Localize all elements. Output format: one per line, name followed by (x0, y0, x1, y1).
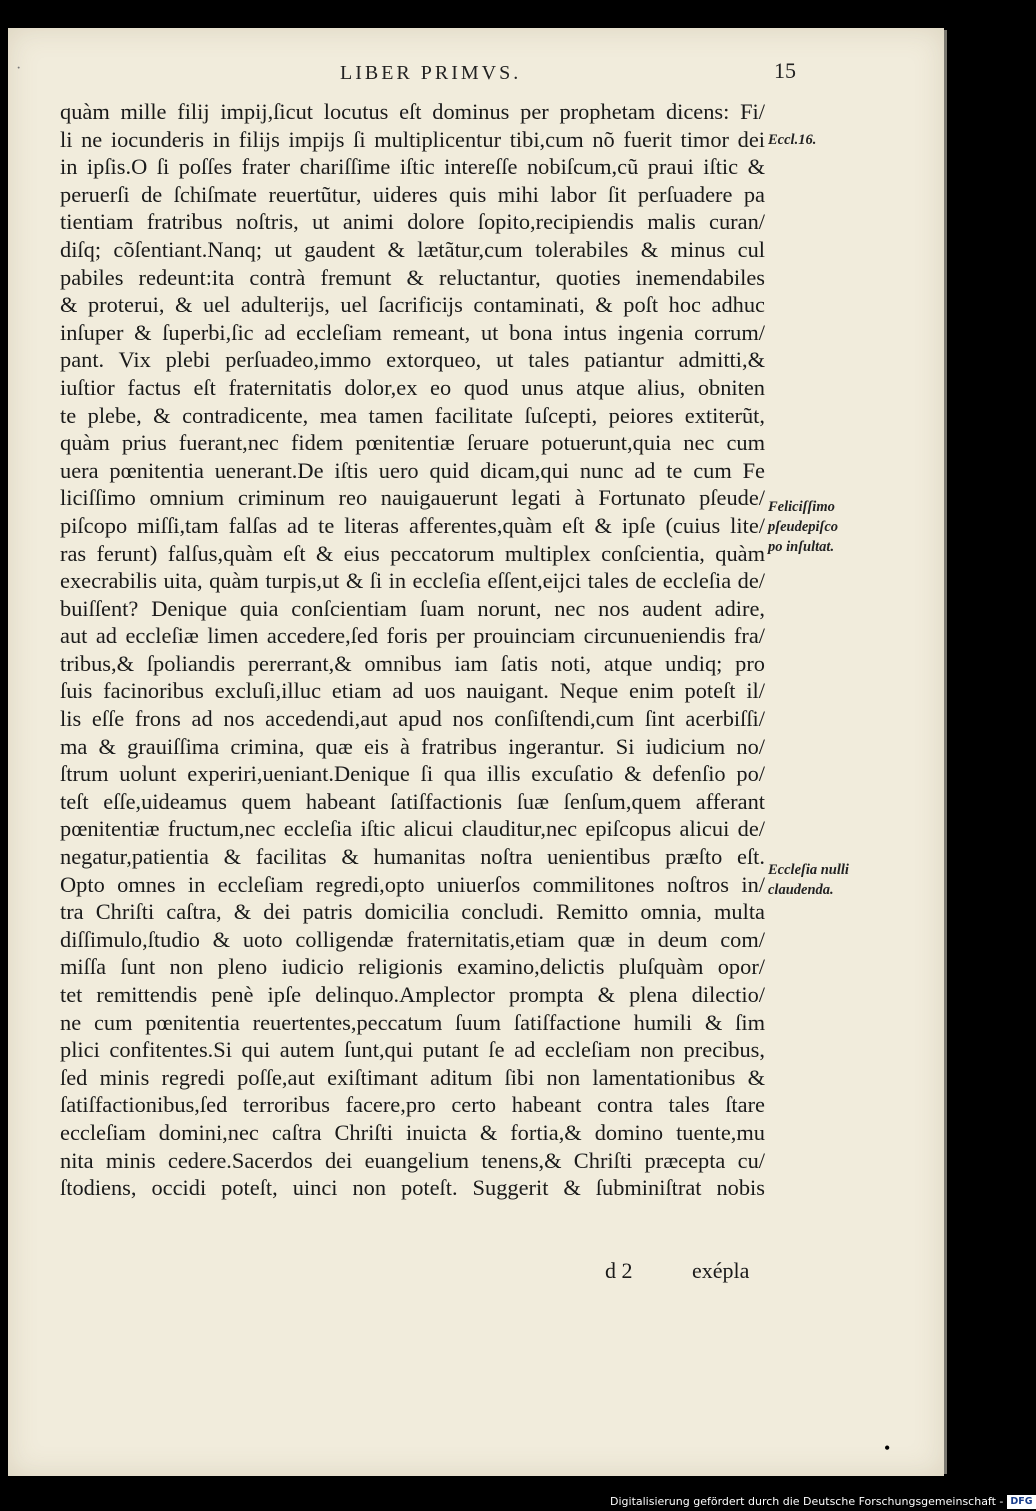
text-line: peruerſi de ſchiſmate reuertũtur, uideres quis mihi labor ſit perſuadere pa (60, 181, 765, 207)
margin-note: Feliciſſimo pſeudepiſco po inſultat. (768, 499, 839, 555)
text-line: nita minis cedere.Sacerdos dei euangelium tenens,& Chriſti præcepta cu/ (60, 1147, 765, 1173)
text-line: pant. Vix plebi perſuadeo,immo extorqueo, ut tales patiantur admitti,& (60, 347, 765, 373)
text-line: pœnitentiæ fructum,nec eccleſia iſtic alicui clauditur,nec epiſcopus alicui de/ (60, 816, 765, 842)
text-line: quàm mille filij impij,ſicut locutus eſt dominus per prophetam dicens: Fi/ (60, 99, 765, 124)
text-line: eccleſiam domini,nec caſtra Chriſti inuicta & fortia,& domino tuente,mu (60, 1119, 765, 1145)
text-line: plici confitentes.Si qui autem ſunt,qui putant ſe ad eccleſiam non precibus, (60, 1037, 765, 1063)
margin-note: Eccl.16. (768, 132, 817, 148)
text-body (60, 98, 765, 1202)
text-line: ſed minis regredi poſſe,aut exiſtimant aditum ſibi non lamentationibus & (60, 1064, 765, 1090)
ink-speck: · (16, 60, 22, 77)
text-line: execrabilis uita, quàm turpis,ut & ſi in eccleſia eſſent,eijci tales de eccleſia de/ (60, 568, 765, 594)
text-line: pabiles redeunt:ita contrà fremunt & reluctantur, quoties inemendabiles (60, 264, 765, 290)
text-line: tribus,& ſpoliandis pererrant,& omnibus iam ſatis noti, atque undiq; pro (60, 650, 765, 676)
text-line: te plebe, & contradicente, mea tamen facilitate ſuſcepti, peiores extiterũt, (60, 402, 765, 428)
text-line: diſſimulo,ſtudio & uoto colligendæ fraternitatis,etiam quæ in deum com/ (60, 926, 765, 952)
text-line: in ipſis.O ſi poſſes frater chariſſime iſtic intereſſe nobiſcum,cũ praui iſtic & (60, 154, 765, 180)
folio-number: 15 (774, 58, 796, 83)
text-line: teſt eſſe,uideamus quem habeant ſatiſfactionis ſuæ ſenſum,quem afferant (60, 788, 765, 814)
text-line: ras ferunt) falſus,quàm eſt & eius peccatorum multiplex conſcientia, quàm (60, 540, 765, 566)
text-line: ſtodiens, occidi poteſt, uinci non poteſt. Suggerit & ſubminiſtrat nobis (60, 1175, 765, 1201)
text-line: lis eſſe frons ad nos accedendi,aut apud nos conſiſtendi,cum ſint acerbiſſi/ (60, 706, 765, 732)
signature-mark: d 2 (605, 1258, 633, 1283)
text-line: diſq; cõſentiant.Nanq; ut gaudent & lætãtur,cum tolerabiles & minus cul (60, 236, 765, 262)
text-line: ma & grauiſſima crimina, quæ eis à fratribus ingerantur. Si iudicium no/ (60, 733, 765, 759)
page-edge (944, 30, 947, 1474)
text-line: ſuis facinoribus excluſi,illuc etiam ad uos nauigant. Neque enim poteſt il/ (60, 678, 765, 704)
text-line: Opto omnes in eccleſiam regredi,opto uniuerſos commilitones noſtros in/ (60, 871, 765, 897)
running-head: LIBER PRIMVS. (340, 62, 522, 84)
text-line: ne cum pœnitentia reuertentes,peccatum ſuum ſatiſfactione humili & ſim (60, 1009, 765, 1035)
text-line: liciſſimo omnium criminum reo nauigauerunt legati à Fortunato pſeude/ (60, 485, 765, 511)
text-line: buiſſent? Denique quia conſcientiam ſuam norunt, nec nos audent adire, (60, 595, 765, 621)
text-line: ſtrum uolunt experiri,ueniant.Denique ſi qua illis excuſatio & defenſio po/ (60, 761, 765, 787)
text-line: tet remittendis penè ipſe delinquo.Amplector prompta & plena dilectio/ (60, 982, 765, 1007)
text-line: li ne iocunderis in filijs impijs ſi multiplicentur tibi,cum nõ fuerit timor dei (60, 126, 765, 152)
catchword: exépla (692, 1258, 750, 1283)
text-line: iuſtior factus eſt fraternitatis dolor,ex eo quod unus atque alius, obniten (60, 374, 765, 400)
text-line: uera pœnitentia uenerant.De iſtis uero quid dicam,qui nunc ad te cum Fe (60, 457, 765, 483)
text-line: inſuper & ſuperbi,ſic ad eccleſiam remeant, ut bona intus ingenia corrum/ (60, 319, 765, 345)
text-line: aut ad eccleſiæ limen accedere,ſed foris per prouinciam circunueniendis fra/ (60, 623, 765, 649)
ink-speck: • (884, 1438, 891, 1458)
digitization-footer (610, 1492, 1033, 1511)
margin-note: Eccleſia nulli claudenda. (768, 862, 849, 898)
dfg-logo[interactable]: DFG (1007, 1495, 1035, 1509)
text-line: piſcopo miſſi,tam falſas ad te literas afferentes,quàm eſt & ipſe (cuius lite/ (60, 512, 765, 538)
text-line: & proterui, & uel adulterijs, uel ſacrificijs contaminati, & poſt hoc adhuc (60, 292, 765, 318)
footer-text: Digitalisierung gefördert durch die Deutsche Forschungsgemeinschaft - (610, 1495, 1004, 1508)
text-line: quàm prius fuerant,nec fidem pœnitentiæ ſeruare potuerunt,quia nec cum (60, 430, 765, 456)
text-line: negatur,patientia & facilitas & humanitas noſtra uenientibus præſto eſt. (60, 844, 765, 870)
text-line: tientiam fratribus noſtris, ut animi dolore ſopito,recipiendis malis curan/ (60, 209, 765, 235)
text-line: tra Chriſti caſtra, & dei patris domicilia concludi. Remitto omnia, multa (60, 899, 765, 925)
text-line: ſatiſfactionibus,ſed terroribus facere,pro certo habeant contra tales ſtare (60, 1092, 765, 1118)
text-line: miſſa ſunt non pleno iudicio religionis examino,delictis pluſquàm opor/ (60, 954, 765, 980)
